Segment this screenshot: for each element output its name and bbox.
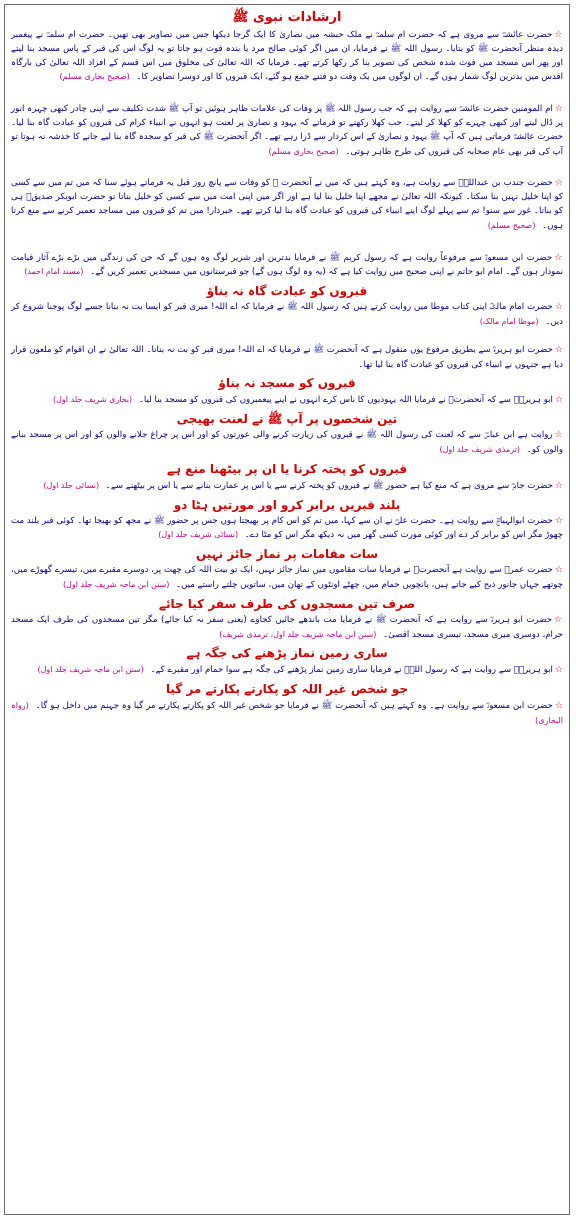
star-icon: ☆ [554, 701, 563, 712]
hadith-paragraph [5, 177, 569, 233]
star-icon: ☆ [554, 178, 563, 189]
hadith-reference: (مسند امام احمد) [24, 267, 84, 277]
hadith-reference: (موطا امام مالک) [479, 316, 539, 326]
hadith-text: ام المومنین حضرت عائشہؓ سے روایت ہے کہ جب رسول اللہ ﷺ پر وفات کی علامات ظاہر ہوئیں تو آپ ﷺ شدت تکلیف سے اپنی چادر کبھی چہرہ انور پر ڈال لیتے اور کبھی چہرے کو کھلا کر لیتے۔ جب کھلا رکھتے تو فرماتے کہ یہود و نصاریٰ پر لعنت ہو انہوں نے انبیاء کرام کی قبروں کو عبادت گاہ بنا لیا۔ حضرت عائشہؓ فرماتی ہیں کہ آپ ﷺ یہود و نصاریٰ کے اس کردار سے ڈرا رہے تھے۔ اگر آنحضرت ﷺ کی قبر کو سجدہ گاہ بنا لیے جانے کا خدشہ نہ ہوتا تو آپ کی قبر بھی عام صحابہ کی قبروں کی طرح ظاہر ہوتی۔ [11, 104, 563, 157]
hadith-text: حضرت جندب بن عبداللہؓ سے روایت ہے، وہ کہتے ہیں کہ میں نے آنحضرت ﷺ کو وفات سے پانچ روز قبل یہ فرماتے ہوئے سنا کہ میں تم میں سے کسی کو اپنا خلیل نہیں بنا سکتا۔ کیونکہ اللہ تعالیٰ نے مجھے اپنا خلیل بنا لیا ہے اور اگر میں اپنی امت میں سے کسی کو خلیل بناتا تو حضرت ابوبکر صدیقؓ ہی کو بناتا۔ غور سے سنو! تم سے پہلے لوگ اپنے انبیاء کی قبروں کو عبادت گاہ بنا لیا کرتے تھے۔ خبردار! میں تم کو قبروں میں مساجد تعمیر کرنے سے منع کرتا ہوں۔ [11, 178, 563, 231]
hadith-reference: (بخاری شریف جلد اول) [53, 395, 133, 405]
hadith-paragraph [5, 429, 569, 458]
hadith-paragraph [5, 29, 569, 85]
hadith-text: حضرت عائشہؓ سے مروی ہے کہ حضرت ام سلمہؓ نے ملک حبشہ میں نصاریٰ کا ایک گرجا دیکھا جس میں تصاویر بھی تھیں۔ حضرت ام سلمہؓ نے پیغمبر دیدہ منظر آنحضرت ﷺ کو بتایا۔ رسول اللہ ﷺ نے فرمایا، ان میں اگر کوئی صالح مرد یا بندہ فوت ہو جاتا تو یہ لوگ اس کی قبر کے پاس مسجد بنا لیتے اور پھر اس مسجد میں فوت شدہ شخص کی تصویر بنا کر رکھا کرتے تھے۔ فرمایا کہ اللہ تعالیٰ کی مخلوق میں اس قسم کے افراد اللہ تعالیٰ کی بارگاہ اقدس میں بدترین لوگ شمار ہوں گے۔ ان لوگوں میں یک وقت دو فتنے جمع ہو گئے، ایک قبروں کا اور دوسرا تصاویر کا۔ [11, 30, 563, 83]
star-icon: ☆ [554, 565, 563, 576]
hadith-reference: (رواہ البخاری) [11, 701, 563, 725]
hadith-reference: (صحیح مسلم) [487, 220, 536, 230]
hadith-text: حضرت ابو ہریرہؓ سے بطریق مرفوع یوں منقول ہے کہ آنحضرت ﷺ نے فرمایا کہ اے اللہ! میری قبر کو بت نہ بنانا۔ اللہ تعالیٰ نے ان اقوام کو ملعون قرار دیا ہے جنہوں نے انبیاء کی قبروں کو عبادت گاہ بنا لیا تھا۔ [11, 344, 563, 370]
star-icon: ☆ [554, 614, 563, 625]
hadith-text: حضرت ابن مسعودؓ سے مرفوعاً روایت ہے کہ رسول کریم ﷺ نے فرمایا بدترین اور شریر لوگ وہ ہوں گے کہ جن کی زندگی میں بڑے بڑے آثار قیامت نمودار ہوں گے۔ امام ابو حاتم نے اپنی صحیح میں روایت کیا ہے کہ (یہ وہ لوگ ہوں گے) جو قبرستانوں میں مسجدیں تعمیر کریں گے۔ [11, 252, 563, 278]
star-icon: ☆ [554, 302, 563, 313]
hadith-text: حضرت جابرؓ سے مروی ہے کہ منع کیا ہے حضور ﷺ نے قبروں کو پختہ کرنے سے یا اس پر عمارت بنانے سے یا اس پر بیٹھنے سے۔ [105, 480, 553, 491]
section-heading: قبروں کو مسجد نہ بناؤ [218, 376, 356, 391]
hadith-paragraph [5, 663, 569, 678]
section-heading: جو شخص غیر اللہ کو پکارتے پکارتے مر گیا [165, 682, 409, 697]
hadith-text: روایت ہے ابن عباسؓ سے کہ لعنت کی رسول اللہ ﷺ نے قبروں کی زیارت کرنے والی عورتوں کو اور اس پر چراغ جلانے والوں کو اور اس پر مسجد بنانے والوں کو۔ [11, 430, 563, 455]
section-heading: سات مقامات پر نماز جائز نہیں [195, 547, 379, 562]
hadith-paragraph [5, 301, 569, 330]
section-heading: صرف تین مسجدوں کی طرف سفر کیا جائے [158, 596, 416, 611]
hadith-text: ابو ہریرہؓ سے کہ آنحضرتؐ نے فرمایا اللہ یہودیوں کا ناس کرے انہوں نے اپنے پیغمبروں کی قبروں کو مسجد بنا لیا۔ [138, 395, 553, 406]
star-icon: ☆ [554, 30, 563, 40]
star-icon: ☆ [554, 252, 563, 263]
hadith-reference: (سنن ابن ماجہ شریف جلد اول) [62, 579, 170, 589]
section-heading: قبروں کو عبادت گاہ نہ بناؤ [206, 284, 368, 299]
star-icon: ☆ [554, 430, 563, 441]
star-icon: ☆ [554, 344, 563, 355]
hadith-paragraph [5, 515, 569, 544]
hadith-paragraph [5, 614, 569, 643]
hadith-reference: (نسائی شریف جلد اول) [158, 530, 239, 540]
hadith-reference: (صحیح بخاری مسلم) [268, 146, 339, 156]
section-heading: تین شخصوں پر آپ ﷺ نے لعنت بھیجی [176, 412, 398, 427]
hadith-text: ابو ہریرہؓ سے روایت ہے کہ رسول اللہؐ نے فرمایا ساری زمین نماز پڑھنے کی جگہ ہے سوا حمام اور مقبرے کے۔ [150, 665, 553, 676]
hadith-reference: (نسائی جلد اول) [43, 480, 100, 490]
section-heading: بلند قبریں برابر کرو اور مورتیں ہٹا دو [173, 497, 401, 512]
hadith-paragraph [5, 699, 569, 729]
star-icon: ☆ [554, 515, 563, 526]
hadith-text: حضرت امام مالکؒ اپنی کتاب موطا میں روایت کرتے ہیں کہ رسول اللہ ﷺ نے فرمایا کہ اے اللہ! میری قبر کو ایسا بت نہ بنانا جسے لوگ پوجنا شروع کر دیں۔ [11, 302, 563, 327]
hadith-paragraph [5, 393, 569, 408]
hadith-reference: (صحیح بخاری مسلم) [59, 72, 130, 82]
page [4, 4, 570, 1215]
star-icon: ☆ [554, 395, 563, 406]
hadith-text: حضرت ابوالہیاجؒ سے روایت ہے۔ حضرت علیؓ نے ان سے کہا، میں تم کو اس کام پر بھیجتا ہوں جس پر حضور ﷺ نے مجھ کو بھیجا تھا۔ کوئی قبر بلند مت چھوڑ مگر اس کو برابر کر دے اور کوئی مورت کسی گھر میں نہ دیکھ مگر اس کو مٹا دے۔ [11, 515, 563, 541]
star-icon: ☆ [554, 665, 563, 676]
star-icon: ☆ [554, 104, 563, 115]
section-heading: ساری زمین نماز پڑھنے کی جگہ ہے [186, 646, 388, 661]
hadith-text: حضرت ابو ہریرہؓ سے روایت ہے کہ آنحضرت ﷺ نے فرمایا مت باندھے جائیں کجاوے (یعنی سفر نہ کیا جائے) مگر تین مسجدوں کی طرف ایک مسجد حرام، دوسری میری مسجد، تیسری مسجد اقصیٰ۔ [11, 614, 563, 640]
hadith-text: حضرت ابن مسعودؓ سے روایت ہے۔ وہ کہتے ہیں کہ آنحضرت ﷺ نے فرمایا جو شخص غیر اللہ کو پکارتے پکارتے مر گیا وہ جہنم میں داخل ہو گا۔ [35, 701, 553, 712]
hadith-reference: (ترمذی شریف جلد اول) [439, 444, 521, 454]
hadith-paragraph [5, 344, 569, 373]
section-heading: قبروں کو پختہ کرنا یا ان پر بیٹھنا منع ہے [166, 461, 408, 476]
star-icon: ☆ [554, 480, 563, 491]
hadith-paragraph [5, 103, 569, 159]
page-title: ارشادات نبوی ﷺ [232, 10, 342, 25]
hadith-reference: (سنن ابن ماجہ شریف جلد اول، ترمذی شریف) [219, 629, 377, 639]
hadith-paragraph [5, 479, 569, 494]
hadith-reference: (سنن ابن ماجہ شریف جلد اول) [37, 665, 144, 675]
hadith-text: حضرت عمرؓ سے روایت ہے آنحضرتؐ نے فرمایا سات مقاموں میں نماز جائز نہیں، ایک تو بیت اللہ کی چھت پر، دوسرے مقبرے میں، تیسرے گھوڑے میں، چوتھے جہاں جانور ذبح کیے جاتے ہیں، پانچویں حمام میں، چھٹے اونٹوں کے تھان میں، ساتویں چلتے راستے میں۔ [11, 565, 563, 590]
hadith-paragraph [5, 252, 569, 281]
hadith-paragraph [5, 564, 569, 593]
